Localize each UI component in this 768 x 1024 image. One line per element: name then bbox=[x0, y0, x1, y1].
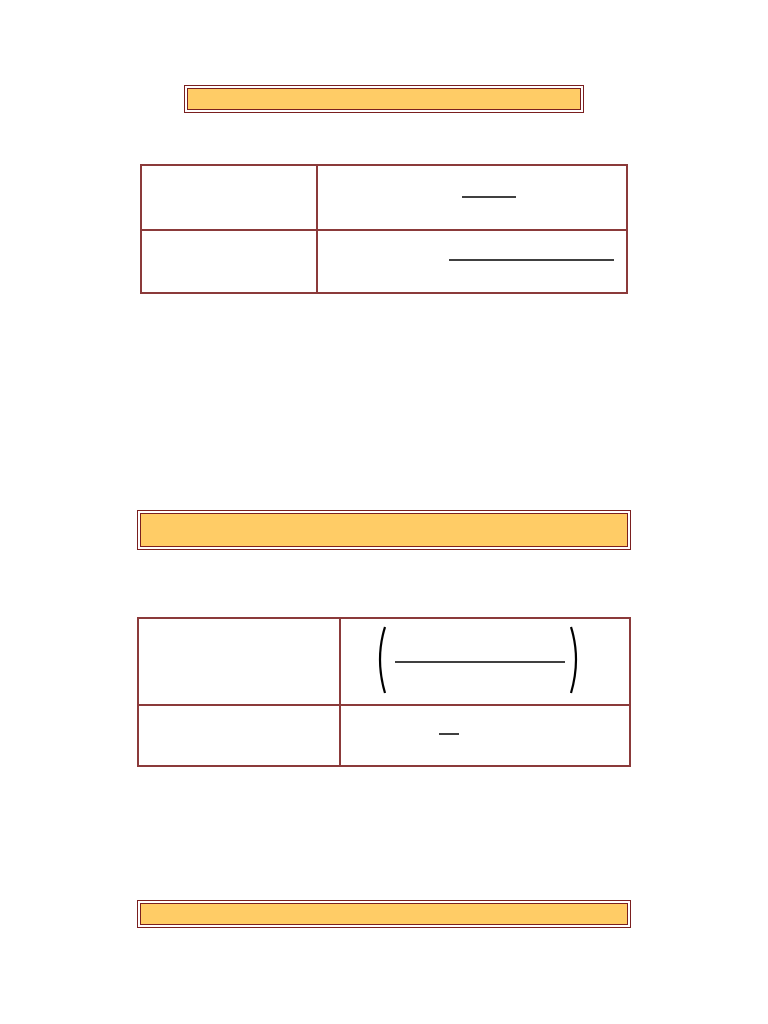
condicion-row bbox=[138, 705, 630, 766]
caudal-simultaneo-formula bbox=[322, 231, 622, 287]
left-paren bbox=[380, 627, 385, 693]
condicion-formula-cell bbox=[340, 705, 630, 766]
heading-renouard-mp bbox=[140, 903, 628, 925]
caudal-formula bbox=[322, 166, 622, 224]
caudal-formula-table bbox=[140, 164, 628, 294]
caudal-row bbox=[141, 165, 627, 230]
diametro-formula-table bbox=[137, 617, 631, 767]
diametro-label-cell bbox=[138, 618, 340, 705]
caudal-simultaneo-row bbox=[141, 230, 627, 293]
condicion-formula bbox=[345, 706, 625, 760]
caudal-simultaneo-label-cell bbox=[141, 230, 317, 293]
heading-caudal bbox=[187, 88, 581, 110]
diametro-formula bbox=[345, 619, 625, 699]
right-paren bbox=[571, 627, 576, 693]
diametro-formula-cell bbox=[340, 618, 630, 705]
caudal-formula-cell bbox=[317, 165, 627, 230]
heading-renouard-bp bbox=[140, 513, 628, 547]
condicion-label-cell bbox=[138, 705, 340, 766]
diametro-row bbox=[138, 618, 630, 705]
caudal-label-cell bbox=[141, 165, 317, 230]
caudal-simultaneo-formula-cell bbox=[317, 230, 627, 293]
